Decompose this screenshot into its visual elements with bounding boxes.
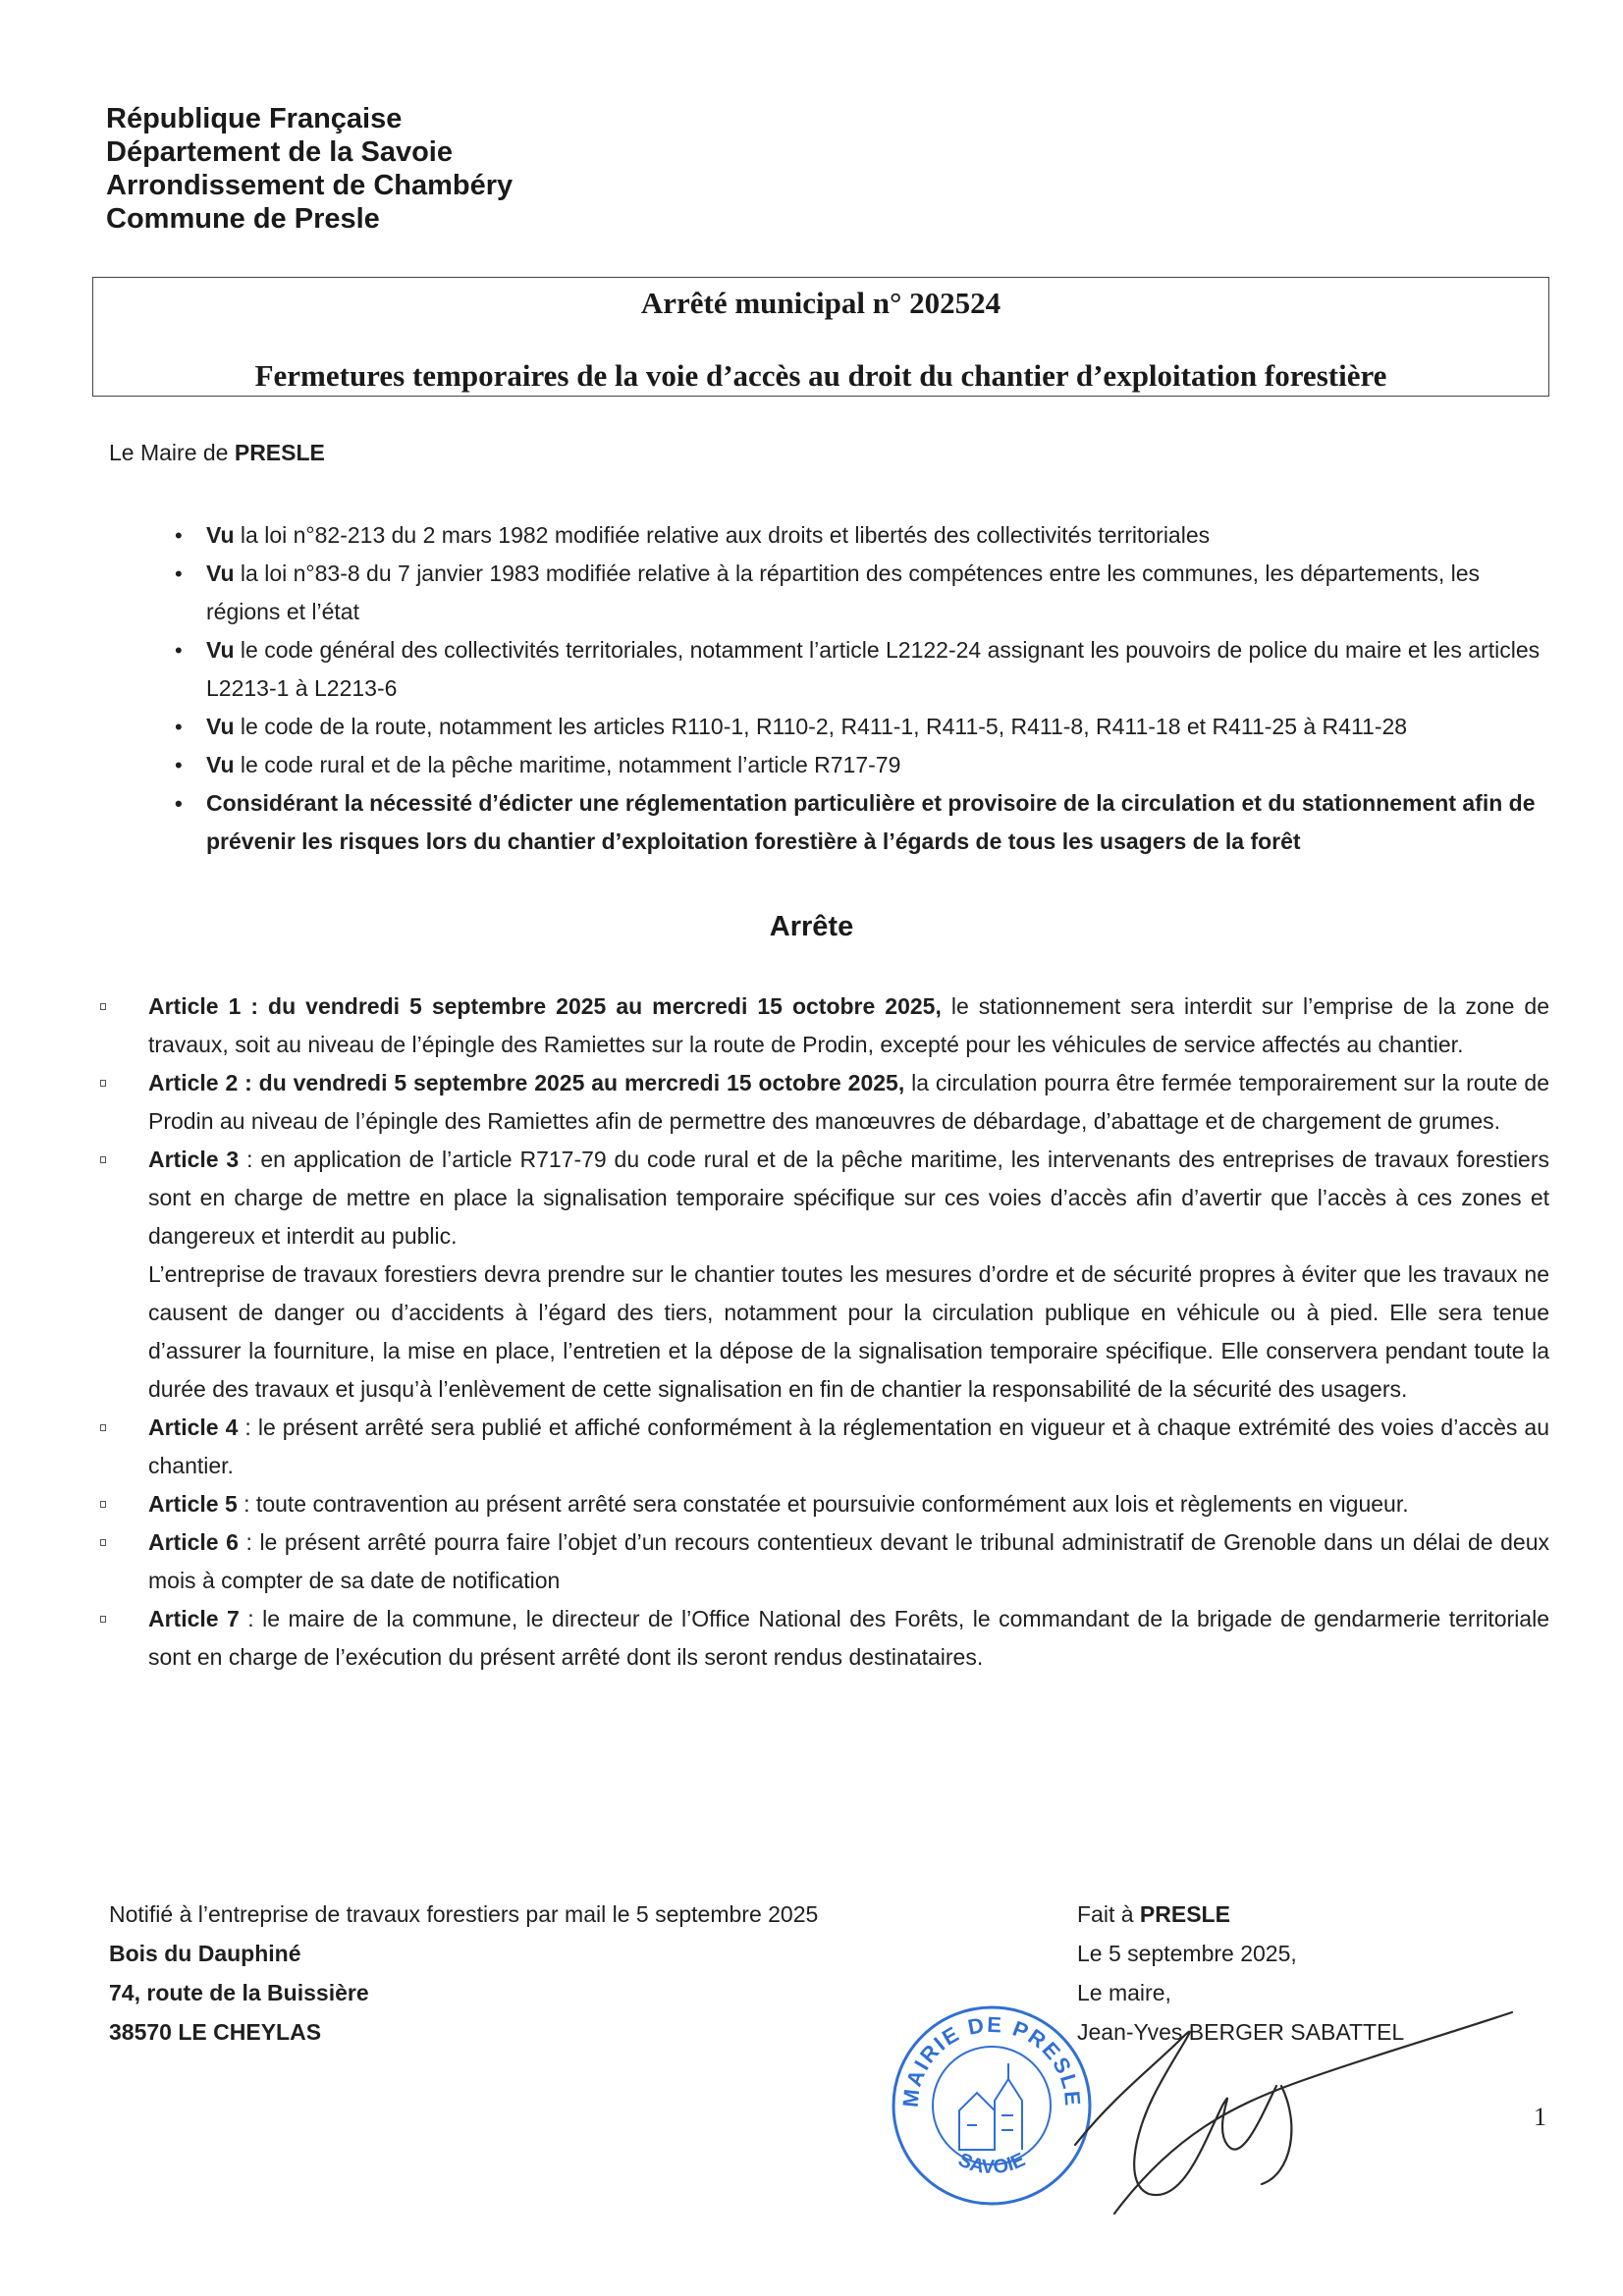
square-bullet-icon <box>100 1003 106 1010</box>
header-line-departement: Département de la Savoie <box>106 136 453 168</box>
article-lead: Article 4 <box>148 1415 239 1440</box>
square-bullet-icon <box>100 1539 106 1546</box>
article-lead: Article 1 : du vendredi 5 septembre 2025 au mercredi 15 octobre 2025, <box>148 993 942 1019</box>
visa-lead: Vu <box>206 752 235 777</box>
article-lead: Article 3 <box>148 1147 240 1172</box>
article-item <box>98 1141 1549 1409</box>
arrete-subject: Fermetures temporaires de la voie d’accès au droit du chantier d’exploitation forestière <box>254 358 1387 393</box>
considerant-item <box>175 784 1549 861</box>
square-bullet-icon <box>100 1501 106 1508</box>
intro-prefix: Le Maire de <box>109 440 229 465</box>
stamp-inner-ring <box>933 2047 1051 2164</box>
article-item <box>98 1409 1549 1485</box>
visa-lead: Vu <box>206 637 235 663</box>
visas-list <box>175 516 1549 861</box>
document-header <box>106 102 513 236</box>
visa-text: le code de la route, notamment les articles R110-1, R110-2, R411-1, R411-5, R411-8, R411-18 et R411-25 à R411-28 <box>234 714 1408 739</box>
notification-line: Notifié à l’entreprise de travaux forestiers par mail le 5 septembre 2025 <box>109 1901 819 1927</box>
handwritten-signature <box>1055 1988 1517 2223</box>
visa-lead: Vu <box>206 561 235 586</box>
bullet-icon: • <box>175 753 183 777</box>
visa-text: la loi n°83-8 du 7 janvier 1983 modifiée relative à la répartition des compétences entre les communes, les départements, les régions et l’état <box>206 561 1481 624</box>
visa-lead: Vu <box>206 522 235 548</box>
arrete-heading: Arrête <box>769 911 854 942</box>
article-text: : le présent arrêté sera publié et affiché conformément à la réglementation en vigueur et à chaque extrémité des voies d’accès au chantier. <box>148 1415 1549 1478</box>
visa-lead: Vu <box>206 714 235 739</box>
company-name: Bois du Dauphiné <box>109 1941 301 1966</box>
intro-commune: PRESLE <box>234 440 325 465</box>
article-text: : toute contravention au présent arrêté sera constatée et poursuivie conformément aux lois et règlements en vigueur. <box>237 1491 1409 1517</box>
article-text: : le maire de la commune, le directeur de l’Office National des Forêts, le commandant de la brigade de gendarmerie territoriale sont en charge de l’exécution du présent arrêté dont ils seront rendus destinataires. <box>148 1606 1550 1670</box>
fait-place: PRESLE <box>1139 1901 1230 1927</box>
title-box <box>92 277 1549 397</box>
article-lead: Article 2 : du vendredi 5 septembre 2025 au mercredi 15 octobre 2025, <box>148 1070 905 1095</box>
article-lead: Article 5 <box>148 1491 238 1517</box>
article-text: : le présent arrêté pourra faire l’objet d’un recours contentieux devant le tribunal administratif de Grenoble dans un délai de deux mois à compter de sa date de notification <box>148 1529 1549 1593</box>
visa-item <box>175 746 1549 784</box>
article-item <box>98 988 1549 1064</box>
article-text: la circulation pourra être fermée temporairement sur la route de Prodin au niveau de l’épingle des Ramiettes afin de permettre des manœuvres de débardage, d’abattage et de chargement de grumes. <box>148 1070 1549 1134</box>
signature-date: Le 5 septembre 2025, <box>1077 1941 1297 1966</box>
square-bullet-icon <box>100 1156 106 1163</box>
notification-block <box>109 1895 818 2052</box>
stamp-village-emblem <box>959 2063 1022 2150</box>
article-text: le stationnement sera interdit sur l’emprise de la zone de travaux, soit au niveau de l’épingle des Ramiettes sur la route de Prodin, excepté pour les véhicules de service affectés au chantier. <box>148 993 1549 1057</box>
page-number: 1 <box>1534 2103 1546 2131</box>
company-city: 38570 LE CHEYLAS <box>109 2019 322 2045</box>
article-item <box>98 1064 1549 1141</box>
signatory-name: Jean-Yves BERGER SABATTEL <box>1077 2019 1405 2045</box>
header-line-arrondissement: Arrondissement de Chambéry <box>106 170 514 201</box>
article-item <box>98 1523 1549 1600</box>
visa-text: le code général des collectivités territoriales, notamment l’article L2122-24 assignant les pouvoirs de police du maire et les articles L2213-1 à L2213-6 <box>206 637 1541 701</box>
article-text: : en application de l’article R717-79 du code rural et de la pêche maritime, les intervenants des entreprises de travaux forestiers sont en charge de mettre en place la signalisation temporaire spécifique sur ces voies d’accès afin d’avertir que l’accès à ces zones et dangereux et interdit au public. <box>148 1147 1549 1249</box>
bullet-icon: • <box>175 561 183 586</box>
square-bullet-icon <box>100 1616 106 1623</box>
visa-text: la loi n°82-213 du 2 mars 1982 modifiée relative aux droits et libertés des collectivités territoriales <box>234 522 1211 548</box>
company-street: 74, route de la Buissière <box>109 1980 369 2005</box>
stamp-bottom-text: SAVOIE <box>954 2149 1029 2179</box>
bullet-icon: • <box>175 523 183 548</box>
visa-item <box>175 516 1549 555</box>
article-lead: Article 6 <box>148 1529 239 1555</box>
fait-prefix: Fait à <box>1077 1901 1134 1927</box>
square-bullet-icon <box>100 1424 106 1431</box>
articles-list <box>98 988 1549 1677</box>
arrete-number: Arrêté municipal n° 202524 <box>640 286 1001 320</box>
bullet-icon: • <box>175 638 183 663</box>
intro-line <box>109 440 325 466</box>
article-lead: Article 7 <box>148 1606 240 1631</box>
signature-role: Le maire, <box>1077 1980 1171 2005</box>
header-line-republique: République Française <box>106 103 403 134</box>
article-item <box>98 1485 1549 1523</box>
visa-text: le code rural et de la pêche maritime, notamment l’article R717-79 <box>234 752 901 777</box>
square-bullet-icon <box>100 1080 106 1087</box>
fait-a-line <box>1077 1895 1404 1934</box>
header-line-commune: Commune de Presle <box>106 203 380 235</box>
article-item <box>98 1600 1549 1677</box>
considerant-text: Considérant la nécessité d’édicter une réglementation particulière et provisoire de la circulation et du stationnement afin de prévenir les risques lors du chantier d’exploitation forestière à l’égards de tous les usagers de la forêt <box>206 790 1536 854</box>
visa-item <box>175 708 1549 746</box>
bullet-icon: • <box>175 715 183 739</box>
visa-item <box>175 631 1549 708</box>
bullet-icon: • <box>175 791 183 816</box>
stamp-top-text: MAIRIE DE PRESLE <box>897 2011 1086 2109</box>
article-text-continued: L’entreprise de travaux forestiers devra prendre sur le chantier toutes les mesures d’ordre et de sécurité propres à éviter que les travaux ne causent de danger ou d’accidents à l’égard des tiers, notamment pour la circulation publique en véhicule ou à pied. Elle sera tenue d’assurer la fourniture, la mise en place, l’entretien et la dépose de la signalisation temporaire spécifique. Elle conservera pendant toute la durée des travaux et jusqu’à l’enlèvement de cette signalisation en fin de chantier la responsabilité de la sécurité des usagers. <box>148 1261 1549 1402</box>
visa-item <box>175 555 1549 631</box>
